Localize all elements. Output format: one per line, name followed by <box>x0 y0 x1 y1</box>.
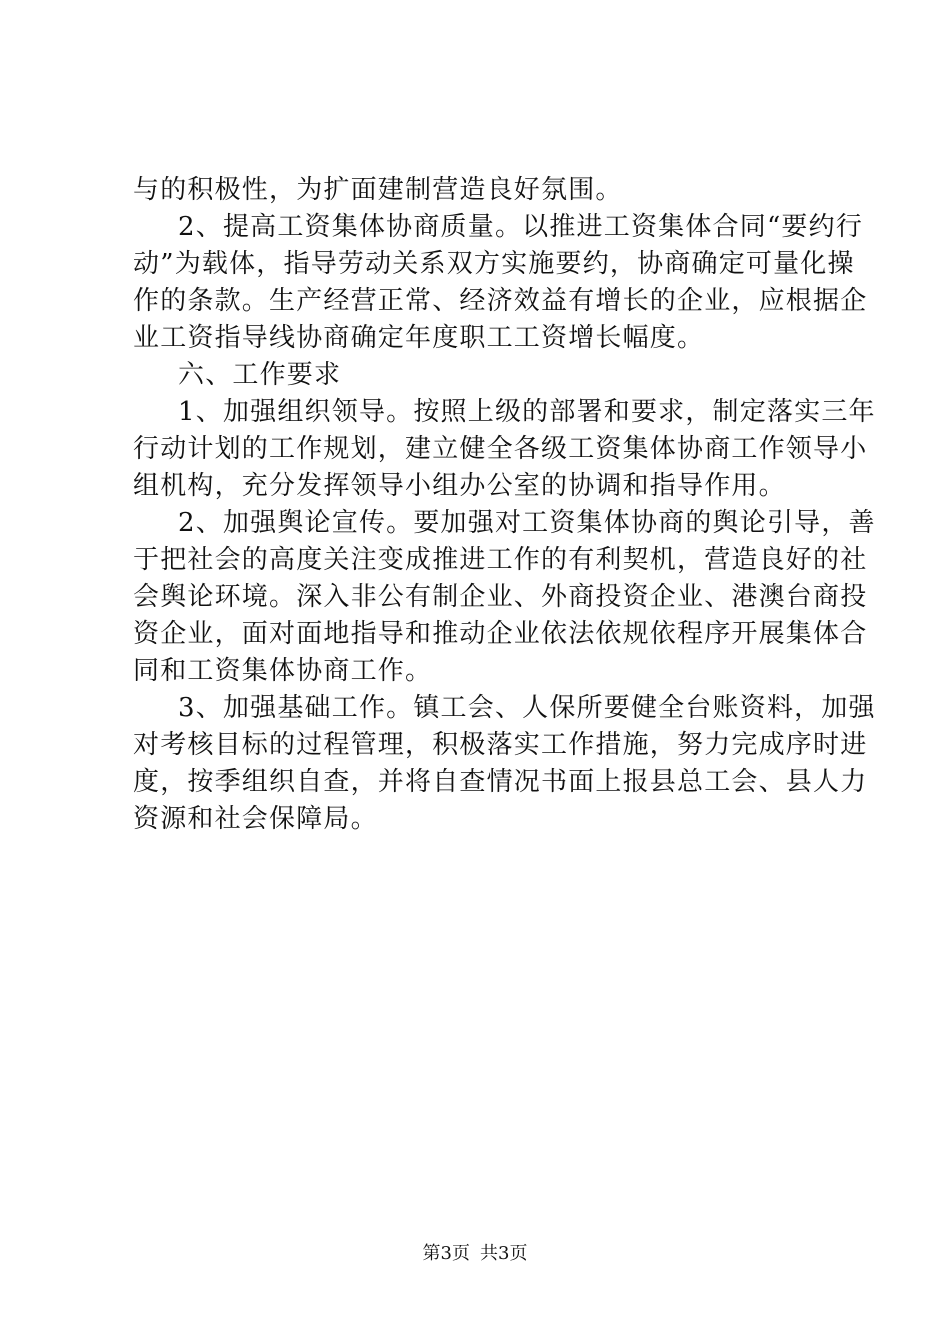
text-line: 资企业，面对面地指导和推动企业依法依规依程序开展集体合 <box>133 619 868 649</box>
text-line: 业工资指导线协商确定年度职工工资增长幅度。 <box>133 323 705 353</box>
text-line: 行动计划的工作规划，建立健全各级工资集体协商工作领导小 <box>133 434 868 464</box>
text-line: 于把社会的高度关注变成推进工作的有利契机，营造良好的社 <box>133 545 868 575</box>
text-line: 组机构，充分发挥领导小组办公室的协调和指导作用。 <box>133 471 786 501</box>
section-heading: 六、工作要求 <box>178 360 342 390</box>
page-total: 共3页 <box>480 1243 528 1264</box>
page-number: 第3页 <box>422 1243 470 1264</box>
text-line: 2、提高工资集体协商质量。以推进工资集体合同“要约行 <box>178 212 864 242</box>
page-footer <box>0 1242 950 1266</box>
text-line: 对考核目标的过程管理，积极落实工作措施，努力完成序时进 <box>133 730 868 760</box>
text-line: 作的条款。生产经营正常、经济效益有增长的企业，应根据企 <box>133 286 868 316</box>
text-line: 会舆论环境。深入非公有制企业、外商投资企业、港澳台商投 <box>133 582 868 612</box>
text-line: 与的积极性，为扩面建制营造良好氛围。 <box>133 175 623 205</box>
text-line: 资源和社会保障局。 <box>133 804 378 834</box>
text-line: 1、加强组织领导。按照上级的部署和要求，制定落实三年 <box>178 397 876 427</box>
text-line: 3、加强基础工作。镇工会、人保所要健全台账资料，加强 <box>178 693 876 723</box>
document-body <box>133 172 876 838</box>
text-line: 2、加强舆论宣传。要加强对工资集体协商的舆论引导，善 <box>178 508 876 538</box>
text-line: 动”为载体，指导劳动关系双方实施要约，协商确定可量化操 <box>133 249 855 279</box>
text-line: 同和工资集体协商工作。 <box>133 656 433 686</box>
text-line: 度，按季组织自查，并将自查情况书面上报县总工会、县人力 <box>133 767 868 797</box>
